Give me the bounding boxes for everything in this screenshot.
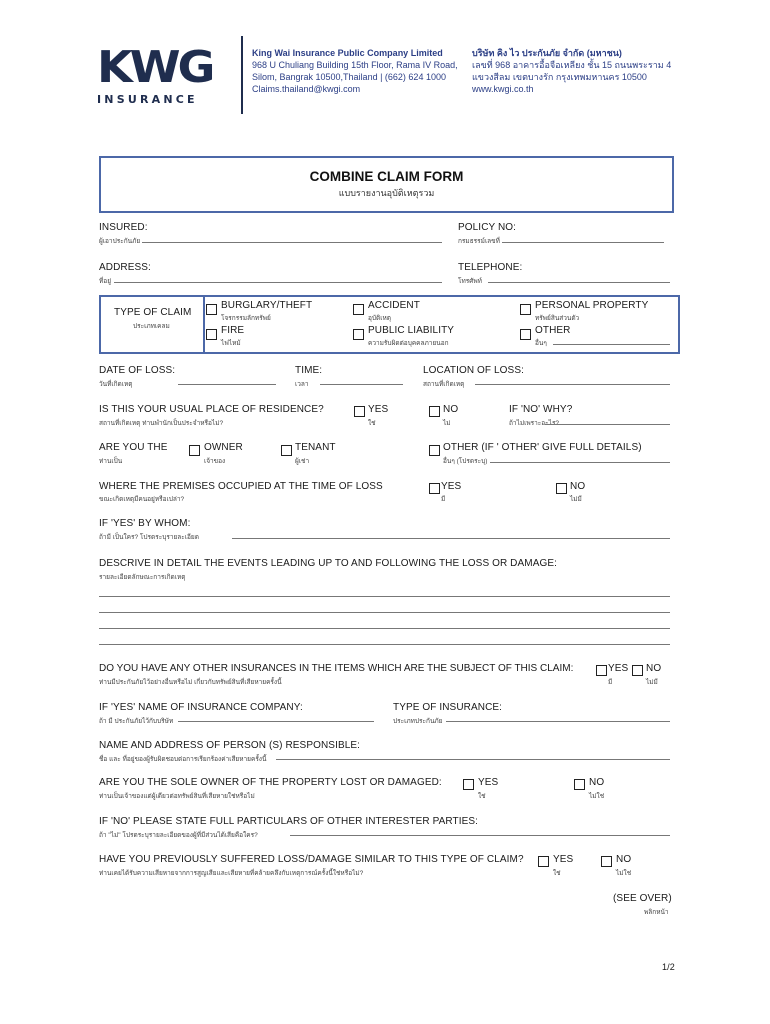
other-status-label-th: อื่นๆ (โปรดระบุ) (443, 458, 488, 465)
see-over-label: (SEE OVER) (613, 893, 672, 904)
policy-no-field[interactable] (502, 242, 664, 243)
form-title-box (99, 156, 674, 213)
residence-question-th: สถานที่เกิดเหตุ ท่านพำนักเป็นประจำหรือไม่? (99, 420, 224, 427)
previous-loss-yes-checkbox[interactable] (538, 856, 549, 867)
public-liability-label-th: ความรับผิดต่อบุคคลภายนอก (368, 340, 449, 347)
residence-why-label: IF 'NO' WHY? (509, 404, 573, 415)
policy-no-label-th: กรมธรรม์เลขที่ (458, 238, 500, 245)
time-label-th: เวลา (295, 381, 309, 388)
occupied-no-label-th: ไม่มี (570, 496, 582, 503)
previous-loss-question: HAVE YOU PREVIOUSLY SUFFERED LOSS/DAMAGE SIMILAR TO THIS TYPE OF CLAIM? (99, 854, 524, 865)
other-claim-label: OTHER (535, 325, 571, 336)
other-claim-field[interactable] (553, 344, 670, 345)
insured-label: INSURED: (99, 222, 148, 233)
responsible-person-label-th: ชื่อ และ ที่อยู่ของผู้รับผิดชอบต่อการเรียกร้องค่าเสียหายครั้งนี้ (99, 756, 267, 763)
telephone-field[interactable] (488, 282, 670, 283)
responsible-person-label: NAME AND ADDRESS OF PERSON (S) RESPONSIBLE: (99, 740, 361, 751)
company-info-th (472, 47, 671, 95)
logo-subtitle: INSURANCE (97, 93, 198, 106)
fire-checkbox[interactable] (206, 329, 217, 340)
describe-line-1[interactable] (99, 596, 670, 597)
fire-label-th: ไฟไหม้ (221, 340, 241, 347)
other-status-field[interactable] (490, 462, 670, 463)
sole-owner-no-label: NO (589, 777, 605, 788)
sole-owner-question-th: ท่านเป็นเจ้าของแต่ผู้เดียวต่อทรัพย์สินที่เสียหายใช่หรือไม่ (99, 793, 255, 800)
owner-checkbox[interactable] (189, 445, 200, 456)
page-number: 1/2 (662, 962, 675, 972)
telephone-label: TELEPHONE: (458, 262, 523, 273)
address-field[interactable] (114, 282, 442, 283)
occupied-question: WHERE THE PREMISES OCCUPIED AT THE TIME OF LOSS (99, 481, 383, 492)
residence-no-label-th: ไม่ (443, 420, 451, 427)
previous-loss-no-checkbox[interactable] (601, 856, 612, 867)
describe-events-label: DESCRIVE IN DETAIL THE EVENTS LEADING UP TO AND FOLLOWING THE LOSS OR DAMAGE: (99, 558, 557, 569)
company-name-en: King Wai Insurance Public Company Limited (252, 48, 443, 58)
header-divider (241, 36, 243, 114)
date-of-loss-label: DATE OF LOSS: (99, 365, 176, 376)
accident-checkbox[interactable] (353, 304, 364, 315)
describe-line-3[interactable] (99, 628, 670, 629)
insurance-type-field[interactable] (446, 721, 670, 722)
residence-why-label-th: ถ้าไม่เพราะอะไร? (509, 420, 560, 427)
insurance-company-label-th: ถ้า มี ประกันภัยไว้กับบริษัท (99, 718, 174, 725)
tenant-label: TENANT (295, 442, 336, 453)
personal-property-checkbox[interactable] (520, 304, 531, 315)
insurance-company-label: IF 'YES' NAME OF INSURANCE COMPANY: (99, 702, 303, 713)
are-you-label-th: ท่านเป็น (99, 458, 123, 465)
sole-owner-yes-checkbox[interactable] (463, 779, 474, 790)
location-field[interactable] (475, 384, 670, 385)
previous-loss-yes-label: YES (553, 854, 574, 865)
residence-no-checkbox[interactable] (429, 406, 440, 417)
previous-loss-yes-label-th: ใช่ (553, 870, 561, 877)
company-website[interactable]: www.kwgi.co.th (472, 84, 534, 94)
other-insurance-no-label-th: ไม่มี (646, 679, 658, 686)
other-insurance-yes-checkbox[interactable] (596, 665, 607, 676)
form-title-th: แบบรายงานอุบัติเหตุรวม (338, 188, 435, 198)
residence-question: IS THIS YOUR USUAL PLACE OF RESIDENCE? (99, 404, 324, 415)
insurance-company-field[interactable] (178, 721, 374, 722)
tenant-checkbox[interactable] (281, 445, 292, 456)
policy-no-label: POLICY NO: (458, 222, 517, 233)
form-title: COMBINE CLAIM FORM (309, 169, 464, 184)
sole-owner-yes-label-th: ใช่ (478, 793, 486, 800)
company-logo: KWG (97, 42, 213, 93)
public-liability-label: PUBLIC LIABILITY (368, 325, 455, 336)
location-label-th: สถานที่เกิดเหตุ (423, 381, 465, 388)
other-status-label: OTHER (IF ' OTHER' GIVE FULL DETAILS) (443, 442, 642, 453)
occupied-yes-checkbox[interactable] (429, 483, 440, 494)
residence-yes-label-th: ใช่ (368, 420, 376, 427)
see-over-label-th: พลิกหน้า (644, 909, 669, 916)
are-you-label: ARE YOU THE (99, 442, 168, 453)
personal-property-label-th: ทรัพย์สินส่วนตัว (535, 315, 580, 322)
occupied-yes-label-th: มี (441, 496, 446, 503)
other-claim-label-th: อื่นๆ (535, 340, 547, 347)
other-status-checkbox[interactable] (429, 445, 440, 456)
other-claim-checkbox[interactable] (520, 329, 531, 340)
insured-label-th: ผู้เอาประกันภัย (99, 238, 141, 245)
occupied-by-whom-label: IF 'YES' BY WHOM: (99, 518, 191, 529)
insurance-type-label-th: ประเภทประกันภัย (393, 718, 443, 725)
responsible-person-field[interactable] (276, 759, 670, 760)
insured-field[interactable] (142, 242, 442, 243)
location-label: LOCATION OF LOSS: (423, 365, 524, 376)
other-insurance-yes-label: YES (608, 663, 629, 674)
previous-loss-no-label-th: ไม่ใช่ (616, 870, 632, 877)
address-label-th: ที่อยู่ (99, 278, 111, 285)
other-insurance-no-label: NO (646, 663, 662, 674)
company-address-th-line2: แขวงสีลม เขตบางรัก กรุงเทพมหานคร 10500 (472, 72, 647, 82)
other-insurance-no-checkbox[interactable] (632, 665, 643, 676)
residence-yes-checkbox[interactable] (354, 406, 365, 417)
other-insurance-question: DO YOU HAVE ANY OTHER INSURANCES IN THE ITEMS WHICH ARE THE SUBJECT OF THIS CLAIM: (99, 663, 574, 674)
sole-owner-yes-label: YES (478, 777, 499, 788)
residence-no-label: NO (443, 404, 459, 415)
occupied-by-whom-field[interactable] (232, 538, 670, 539)
describe-events-label-th: รายละเอียดลักษณะการเกิดเหตุ (99, 574, 186, 581)
other-insurance-yes-label-th: มี (608, 679, 613, 686)
claim-type-label-th: ประเภทเคลม (133, 323, 170, 330)
insurance-type-label: TYPE OF INSURANCE: (393, 702, 503, 713)
date-of-loss-field[interactable] (178, 384, 276, 385)
sole-owner-question: ARE YOU THE SOLE OWNER OF THE PROPERTY LOST OR DAMAGED: (99, 777, 442, 788)
owner-label: OWNER (204, 442, 243, 453)
other-insurance-question-th: ท่านมีประกันภัยไว้อย่างอื่นหรือไม่ เกี่ยวกับทรัพย์สินที่เสียหายครั้งนี้ (99, 679, 282, 686)
burglary-label-th: โจรกรรมลักทรัพย์ (221, 315, 271, 322)
company-name-th: บริษัท คิง ไว ประกันภัย จำกัด (มหาชน) (472, 48, 622, 58)
occupied-no-label: NO (570, 481, 586, 492)
accident-label-th: อุบัติเหตุ (368, 315, 391, 322)
personal-property-label: PERSONAL PROPERTY (535, 300, 649, 311)
time-label: TIME: (295, 365, 323, 376)
sole-owner-no-label-th: ไม่ใช่ (589, 793, 605, 800)
previous-loss-no-label: NO (616, 854, 632, 865)
time-field[interactable] (320, 384, 403, 385)
tenant-label-th: ผู้เช่า (295, 458, 310, 465)
burglary-label: BURGLARY/THEFT (221, 300, 313, 311)
other-parties-label: IF 'NO' PLEASE STATE FULL PARTICULARS OF OTHER INTERESTER PARTIES: (99, 816, 479, 827)
occupied-question-th: ขณะเกิดเหตุมีคนอยู่หรือเปล่า? (99, 496, 185, 503)
residence-yes-label: YES (368, 404, 389, 415)
address-label: ADDRESS: (99, 262, 151, 273)
accident-label: ACCIDENT (368, 300, 420, 311)
residence-why-field[interactable] (545, 424, 670, 425)
owner-label-th: เจ้าของ (204, 458, 226, 465)
company-address-line2: Silom, Bangrak 10500,Thailand | (662) 624 1000 (252, 72, 446, 82)
other-parties-field[interactable] (290, 835, 670, 836)
occupied-yes-label: YES (441, 481, 462, 492)
company-info-en (252, 47, 458, 95)
date-of-loss-label-th: วันที่เกิดเหตุ (99, 381, 133, 388)
public-liability-checkbox[interactable] (353, 329, 364, 340)
other-parties-label-th: ถ้า "ไม่" โปรดระบุรายละเอียดของผู้ที่มีส่วนได้เสียคือใคร? (99, 832, 258, 839)
company-address-th-line1: เลขที่ 968 อาคารอื้อจือเหลียง ชั้น 15 ถนนพระราม 4 (472, 60, 672, 70)
fire-label: FIRE (221, 325, 245, 336)
previous-loss-question-th: ท่านเคยได้รับความเสียหายจากการสูญเสียและเสียหายที่คล้ายคลึงกับเหตุการณ์ครั้งนี้ใช่หรือไม่? (99, 870, 364, 877)
claim-type-label: TYPE OF CLAIM (114, 307, 192, 318)
occupied-by-whom-label-th: ถ้ามี เป็นใคร? โปรดระบุรายละเอียด (99, 534, 199, 541)
describe-line-2[interactable] (99, 612, 670, 613)
company-address-line1: 968 U Chuliang Building 15th Floor, Rama IV Road, (252, 60, 458, 70)
company-email: Claims.thailand@kwgi.com (252, 84, 361, 94)
sole-owner-no-checkbox[interactable] (574, 779, 585, 790)
occupied-no-checkbox[interactable] (556, 483, 567, 494)
telephone-label-th: โทรศัพท์ (458, 278, 482, 285)
describe-line-4[interactable] (99, 644, 670, 645)
burglary-checkbox[interactable] (206, 304, 217, 315)
